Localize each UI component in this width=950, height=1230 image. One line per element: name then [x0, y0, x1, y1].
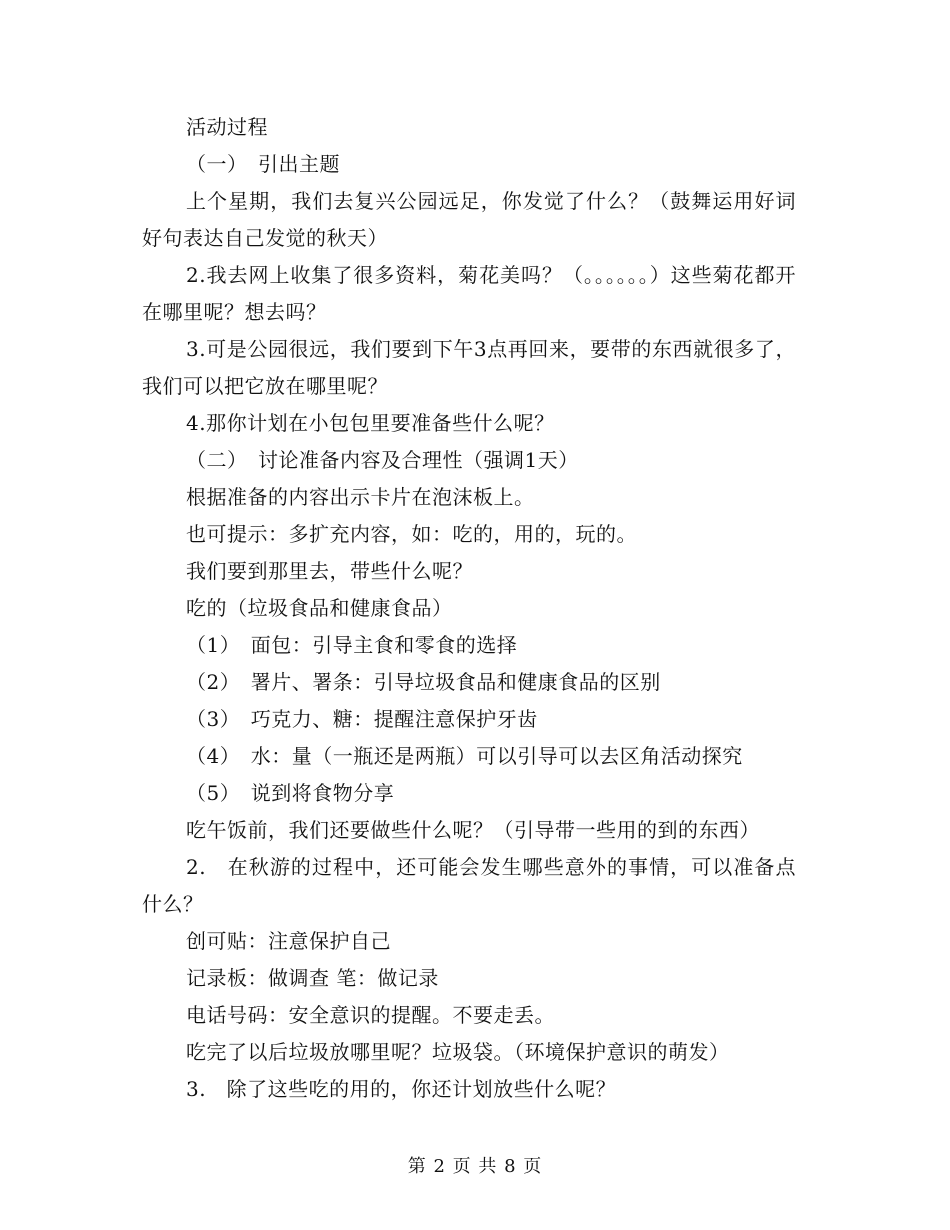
paragraph: 根据准备的内容出示卡片在泡沫板上。 — [186, 485, 535, 509]
section-heading-activity-process: 活动过程 — [186, 115, 268, 139]
paragraph: 4.那你计划在小包包里要准备些什么呢？ — [186, 411, 555, 435]
paragraph: 3. 除了这些吃的用的，你还计划放些什么呢？ — [186, 1077, 617, 1101]
subheading-discuss-preparation: （二） 讨论准备内容及合理性（强调1天） — [186, 448, 579, 472]
list-item: （5） 说到将食物分享 — [186, 781, 395, 805]
paragraph: 我们要到那里去，带些什么呢？ — [186, 559, 473, 583]
list-item: （4） 水：量（一瓶还是两瓶）可以引导可以去区角活动探究 — [186, 744, 743, 768]
paragraph: 创可贴：注意保护自己 — [186, 929, 391, 953]
paragraph: 3.可是公园很远，我们要到下午3点再回来，要带的东西就很多了，我们可以把它放在哪里呢？ — [142, 337, 796, 398]
document-body — [142, 109, 796, 1108]
page-number-footer: 第 2 页 共 8 页 — [407, 1156, 543, 1177]
paragraph: 电话号码：安全意识的提醒。不要走丢。 — [186, 1003, 555, 1027]
paragraph: 吃午饭前，我们还要做些什么呢？（引导带一些用的到的东西） — [186, 818, 760, 842]
list-item: （1） 面包：引导主食和零食的选择 — [186, 633, 518, 657]
paragraph: 吃完了以后垃圾放哪里呢？垃圾袋。（环境保护意识的萌发） — [186, 1040, 730, 1064]
list-item: （3） 巧克力、糖：提醒注意保护牙齿 — [186, 707, 538, 731]
paragraph: 记录板：做调查 笔：做记录 — [186, 966, 439, 990]
paragraph: 吃的（垃圾食品和健康食品） — [186, 596, 453, 620]
paragraph: 上个星期，我们去复兴公园远足，你发觉了什么？（鼓舞运用好词好句表达自己发觉的秋天） — [142, 189, 796, 250]
paragraph: 也可提示：多扩充内容，如：吃的，用的，玩的。 — [186, 522, 637, 546]
paragraph: 2. 在秋游的过程中，还可能会发生哪些意外的事情，可以准备点什么？ — [142, 855, 796, 916]
list-item: （2） 署片、署条：引导垃圾食品和健康食品的区别 — [186, 670, 661, 694]
subheading-introduce-theme: （一） 引出主题 — [186, 152, 340, 176]
paragraph: 2.我去网上收集了很多资料，菊花美吗？（。。。。。。）这些菊花都开在哪里呢？想去吗？ — [142, 263, 796, 324]
